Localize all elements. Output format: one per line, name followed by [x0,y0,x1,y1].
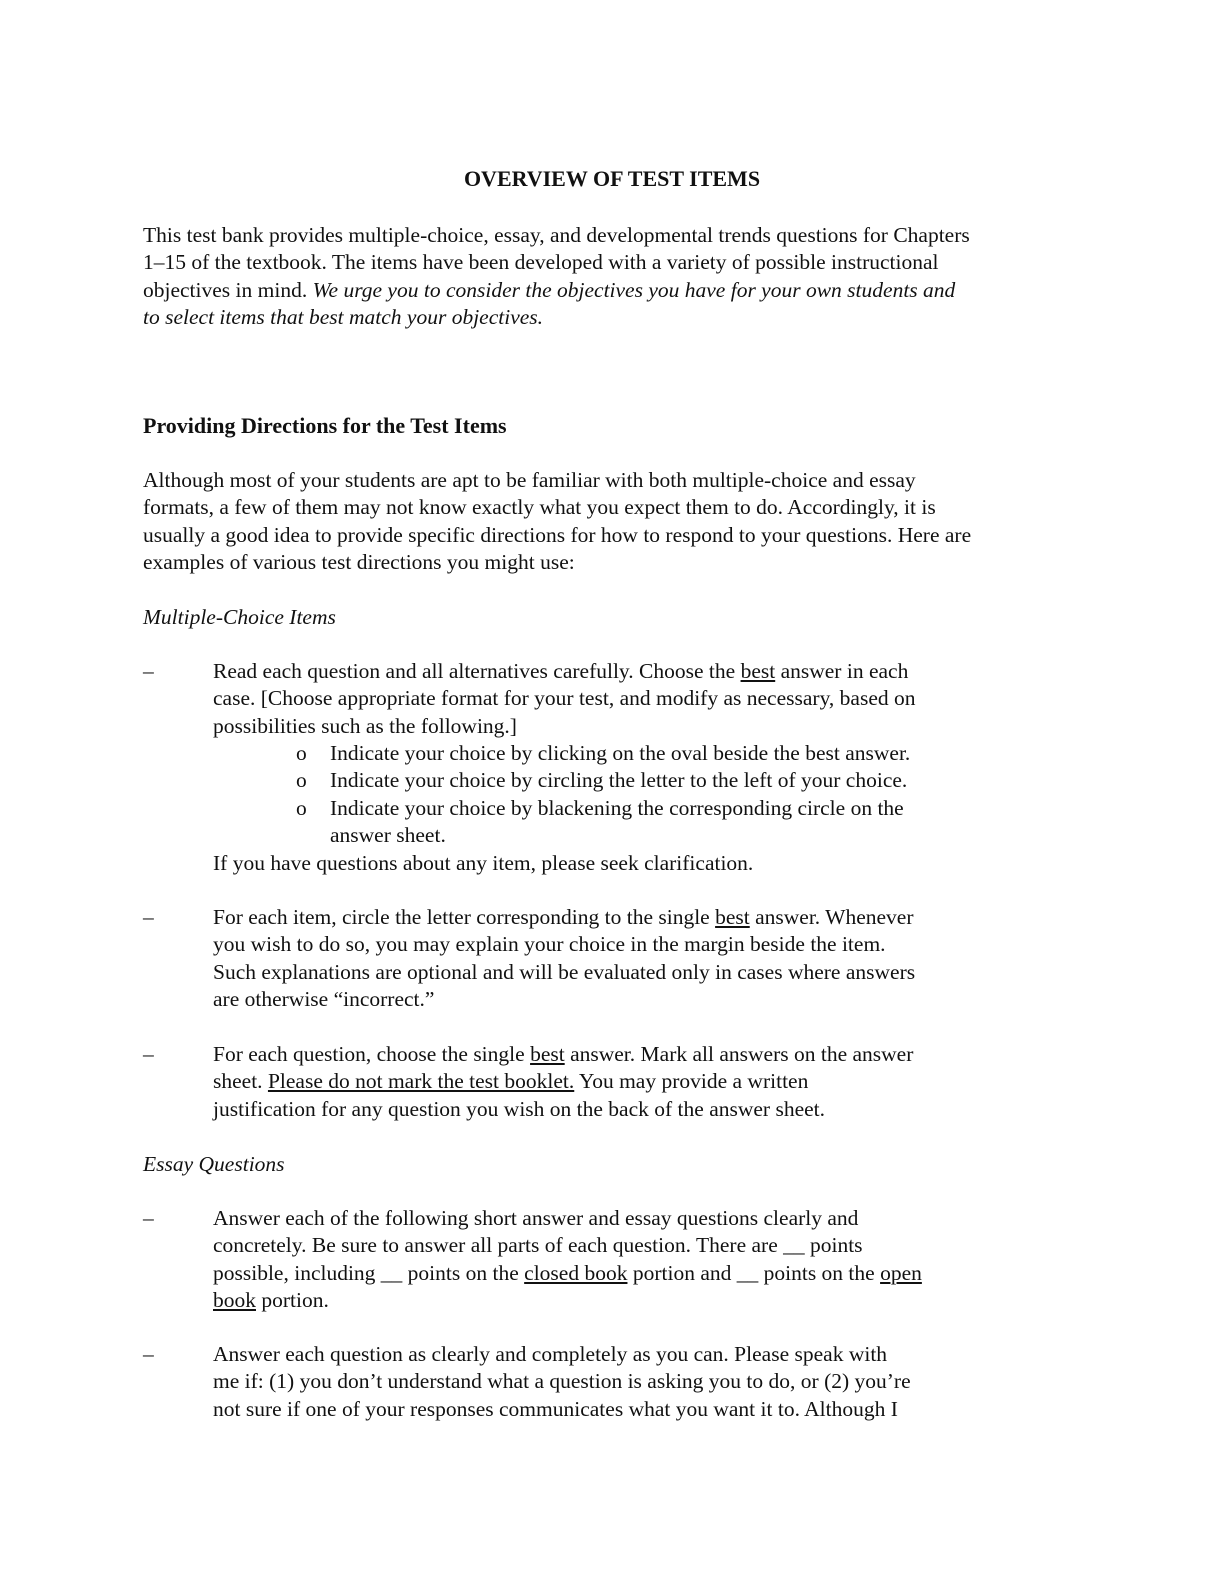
direction-line: me if: (1) you don’t understand what a question is asking you to do, or (2) you’re [213,1369,911,1394]
underlined-text: book [213,1287,256,1312]
direction-line [213,658,1013,685]
intro-line [143,277,1078,304]
mc-direction-2 [213,904,1013,1013]
underlined-text: best [715,905,750,929]
intro-italic-line: to select items that best match your objectives. [143,304,544,329]
direction-line [213,1260,1013,1287]
direction-text: For each item, circle the letter corresponding to the single [213,905,716,929]
directions-line: formats, a few of them may not know exactly what you expect them to do. Accordingly, it is [143,495,936,520]
format-option-text [330,795,990,850]
essay-direction-1 [213,1205,1013,1314]
direction-text: For each question, choose the single [213,1042,531,1066]
underlined-text: Please do not mark the test booklet. [267,1069,575,1094]
direction-line: you wish to do so, you may explain your choice in the margin beside the item. [213,932,886,957]
direction-text: portion. [256,1287,329,1312]
circle-bullet-icon: o [296,796,307,820]
directions-paragraph [143,467,1078,576]
intro-line: 1–15 of the textbook. The items have been developed with a variety of possible instructional [143,250,939,275]
intro-line: This test bank provides multiple-choice, essay, and developmental trends questions for Chapters [143,223,970,247]
direction-line: case. [Choose appropriate format for your test, and modify as necessary, based on [213,686,916,711]
mc-direction-1 [213,658,1013,740]
direction-line: are otherwise “incorrect.” [213,986,435,1011]
underlined-text: open [880,1260,922,1285]
direction-line: not sure if one of your responses communicates what you want it to. Although I [213,1396,898,1421]
direction-line: possibilities such as the following.] [213,713,517,738]
direction-text: Read each question and all alternatives carefully. Choose the [213,659,741,683]
section-heading: Providing Directions for the Test Items [143,413,507,438]
underlined-text: best [530,1042,565,1066]
direction-text: sheet. [213,1069,268,1094]
list-dash: – [143,659,154,683]
directions-line: usually a good idea to provide specific directions for how to respond to your questions. Here are [143,522,972,547]
essay-heading: Essay Questions [143,1152,285,1176]
direction-line [213,1287,1013,1314]
direction-text: You may provide a written [574,1069,809,1094]
underlined-text: best [740,659,776,683]
direction-line [213,904,1013,931]
essay-direction-2 [213,1341,1013,1423]
direction-line: justification for any question you wish on the back of the answer sheet. [213,1096,826,1121]
format-option-line: answer sheet. [330,823,446,848]
mc-direction-3 [213,1041,1013,1123]
direction-text: portion and __ points on the [627,1260,881,1285]
list-dash: – [143,1342,154,1366]
direction-line: Such explanations are optional and will be evaluated only in cases where answers [213,959,916,984]
list-dash: – [143,1206,154,1230]
direction-line: concretely. Be sure to answer all parts of each question. There are __ points [213,1233,863,1258]
format-option-text: Indicate your choice by circling the letter to the left of your choice. [330,768,908,792]
direction-line [213,1041,1013,1068]
multiple-choice-heading: Multiple-Choice Items [143,605,336,629]
mc-direction-1-closing: If you have questions about any item, please seek clarification. [213,851,754,875]
circle-bullet-icon: o [296,741,307,765]
intro-paragraph [143,222,1078,331]
list-dash: – [143,1042,154,1066]
directions-line: Although most of your students are apt to be familiar with both multiple-choice and essay [143,468,916,492]
format-option-line: Indicate your choice by blackening the corresponding circle on the [330,796,904,820]
directions-line: examples of various test directions you might use: [143,549,575,574]
intro-italic-text: We urge you to consider the objectives you have for your own students and [312,277,956,302]
direction-line: Answer each question as clearly and completely as you can. Please speak with [213,1342,888,1366]
list-dash: – [143,905,154,929]
direction-text: answer in each [775,659,909,683]
page-title: OVERVIEW OF TEST ITEMS [463,166,761,191]
direction-text: answer. Whenever [749,905,914,929]
direction-text: possible, including __ points on the [213,1260,525,1285]
intro-text: objectives in mind. [143,277,313,302]
direction-text: answer. Mark all answers on the answer [564,1042,914,1066]
direction-line [213,1068,1013,1095]
direction-line: Answer each of the following short answer and essay questions clearly and [213,1206,859,1230]
underlined-text: closed book [524,1260,628,1285]
circle-bullet-icon: o [296,768,307,792]
format-option-text: Indicate your choice by clicking on the oval beside the best answer. [330,741,911,765]
